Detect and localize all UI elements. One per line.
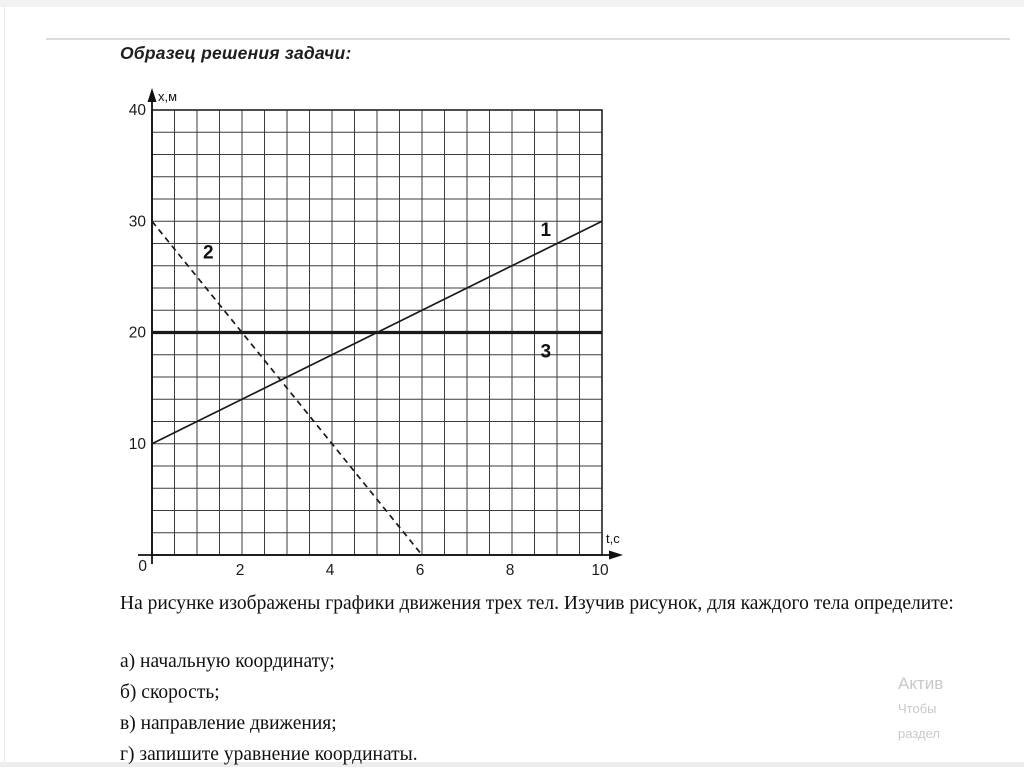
activate-windows-watermark: [898, 672, 1024, 746]
watermark-line: раздел: [898, 726, 940, 741]
svg-text:x,м: x,м: [158, 89, 178, 104]
svg-text:0: 0: [138, 558, 147, 575]
svg-text:1: 1: [540, 220, 552, 242]
list-item-v: в) направление движения;: [120, 713, 337, 734]
list-item-g: г) запишите уравнение координаты.: [120, 744, 418, 765]
svg-text:30: 30: [128, 213, 146, 231]
slide-left-edge: [4, 7, 5, 762]
list-item-b: б) скорость;: [120, 682, 220, 703]
problem-statement: На рисунке изображены графики движения трех тел. Изучив рисунок, для каждого тела определите:: [120, 593, 954, 614]
page-title: Образец решения задачи:: [120, 43, 352, 63]
watermark-line: Актив: [898, 674, 944, 693]
svg-text:10: 10: [128, 435, 146, 453]
svg-text:4: 4: [325, 562, 335, 579]
top-margin-strip: [0, 0, 1024, 7]
svg-text:8: 8: [505, 562, 515, 579]
motion-graph: [125, 85, 635, 585]
svg-text:t,c: t,c: [606, 531, 620, 546]
svg-text:40: 40: [128, 102, 146, 119]
motion-graph-svg: [125, 85, 635, 585]
problem-items-list: [120, 646, 418, 770]
svg-text:10: 10: [591, 562, 609, 579]
list-item-a: а) начальную координату;: [120, 651, 335, 672]
svg-text:3: 3: [540, 341, 552, 363]
svg-text:2: 2: [202, 242, 214, 264]
svg-text:6: 6: [415, 562, 425, 579]
watermark-line: Чтобы: [898, 701, 937, 716]
header-divider-line: [46, 38, 1010, 40]
svg-text:2: 2: [235, 562, 245, 579]
svg-text:20: 20: [128, 324, 146, 342]
